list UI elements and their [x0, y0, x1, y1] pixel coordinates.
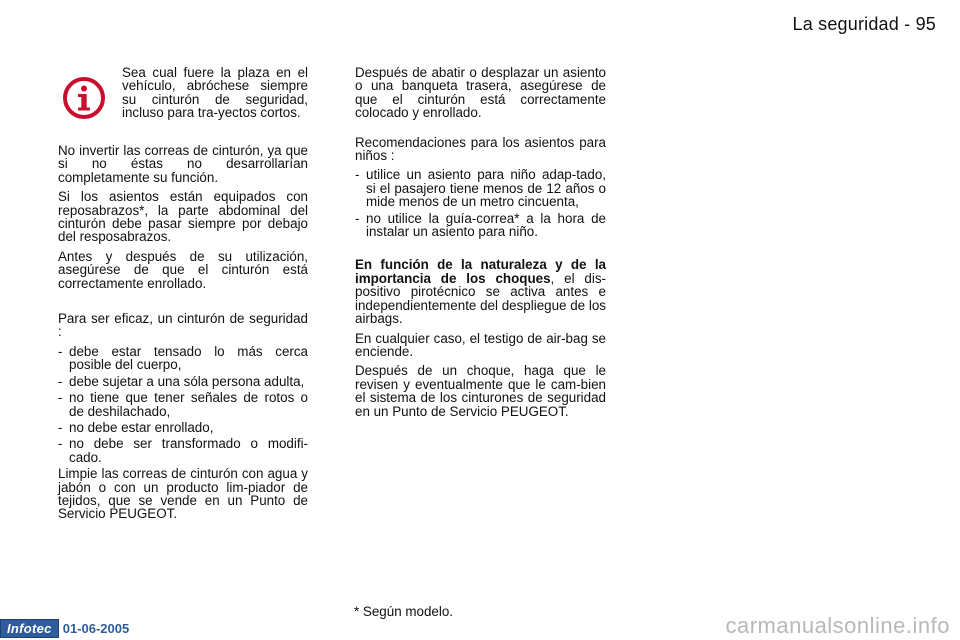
footer-brand	[0, 619, 129, 637]
list-item: - no debe ser transformado o modifi-cado.	[58, 437, 308, 464]
footnote: * Según modelo.	[354, 604, 454, 619]
warning-note	[58, 66, 308, 136]
airbag-heading: En función de la naturaleza y de la importancia de los choques	[355, 257, 606, 286]
paragraph: Después de abatir o desplazar un asiento o una banqueta trasera, asegúrese de que el cinturón está correctamente colocado y enrollado.	[355, 65, 606, 121]
paragraph: No invertir las correas de cinturón, ya que si no éstas no desarrollarían completamente su función.	[58, 143, 308, 185]
page-title: La seguridad - 95	[792, 14, 936, 34]
paragraph: Si los asientos están equipados con reposabrazos*, la parte abdominal del cinturón debe pasar siempre por debajo del resposabrazos.	[58, 189, 308, 245]
paragraph: En cualquier caso, el testigo de air-bag se enciende.	[355, 330, 606, 359]
footer-date: 01-06-2005	[62, 620, 130, 636]
list-item: - debe estar tensado lo más cerca posible del cuerpo,	[58, 345, 308, 372]
list-item: - no utilice la guía-correa* a la hora de instalar un asiento para niño.	[355, 212, 606, 239]
airbag-text: , el dis-positivo pirotécnico se activa antes e independientemente del despliegue de los airbags.	[355, 270, 607, 327]
seatbelt-requirements-list	[58, 345, 308, 464]
paragraph: Para ser eficaz, un cinturón de seguridad :	[58, 311, 308, 340]
list-item: - no debe estar enrollado,	[58, 421, 308, 434]
left-column	[58, 66, 308, 521]
airbag-paragraph	[355, 258, 606, 325]
right-column	[355, 66, 606, 418]
list-item: - debe sujetar a una sóla persona adulta,	[58, 375, 308, 388]
warning-text: Sea cual fuere la plaza en el vehículo, abróchese siempre su cinturón de seguridad, incluso para tra-yectos cortos.	[122, 65, 308, 121]
infotec-logo: Infotec	[0, 619, 59, 638]
paragraph: Antes y después de su utilización, asegúrese de que el cinturón está correctamente enrollado.	[58, 248, 308, 291]
watermark: carmanualsonline.info	[725, 613, 950, 638]
paragraph: Después de un choque, haga que le revisen y eventualmente que le cam-bien el sistema de los cinturones de seguridad en un Punto de Servicio PEUGEOT.	[355, 363, 606, 419]
list-item: - utilice un asiento para niño adap-tado, si el pasajero tiene menos de 12 años o mide menos de un metro cincuenta,	[355, 168, 606, 208]
list-item: - no tiene que tener señales de rotos o de deshilachado,	[58, 391, 308, 418]
child-seat-list	[355, 168, 606, 238]
paragraph: Limpie las correas de cinturón con agua y jabón o con un producto lim-piador de tejidos, que se vende en un Punto de Servicio PEUGEOT.	[58, 466, 308, 522]
info-circle-icon	[62, 76, 106, 120]
paragraph: Recomendaciones para los asientos para niños :	[355, 134, 606, 164]
